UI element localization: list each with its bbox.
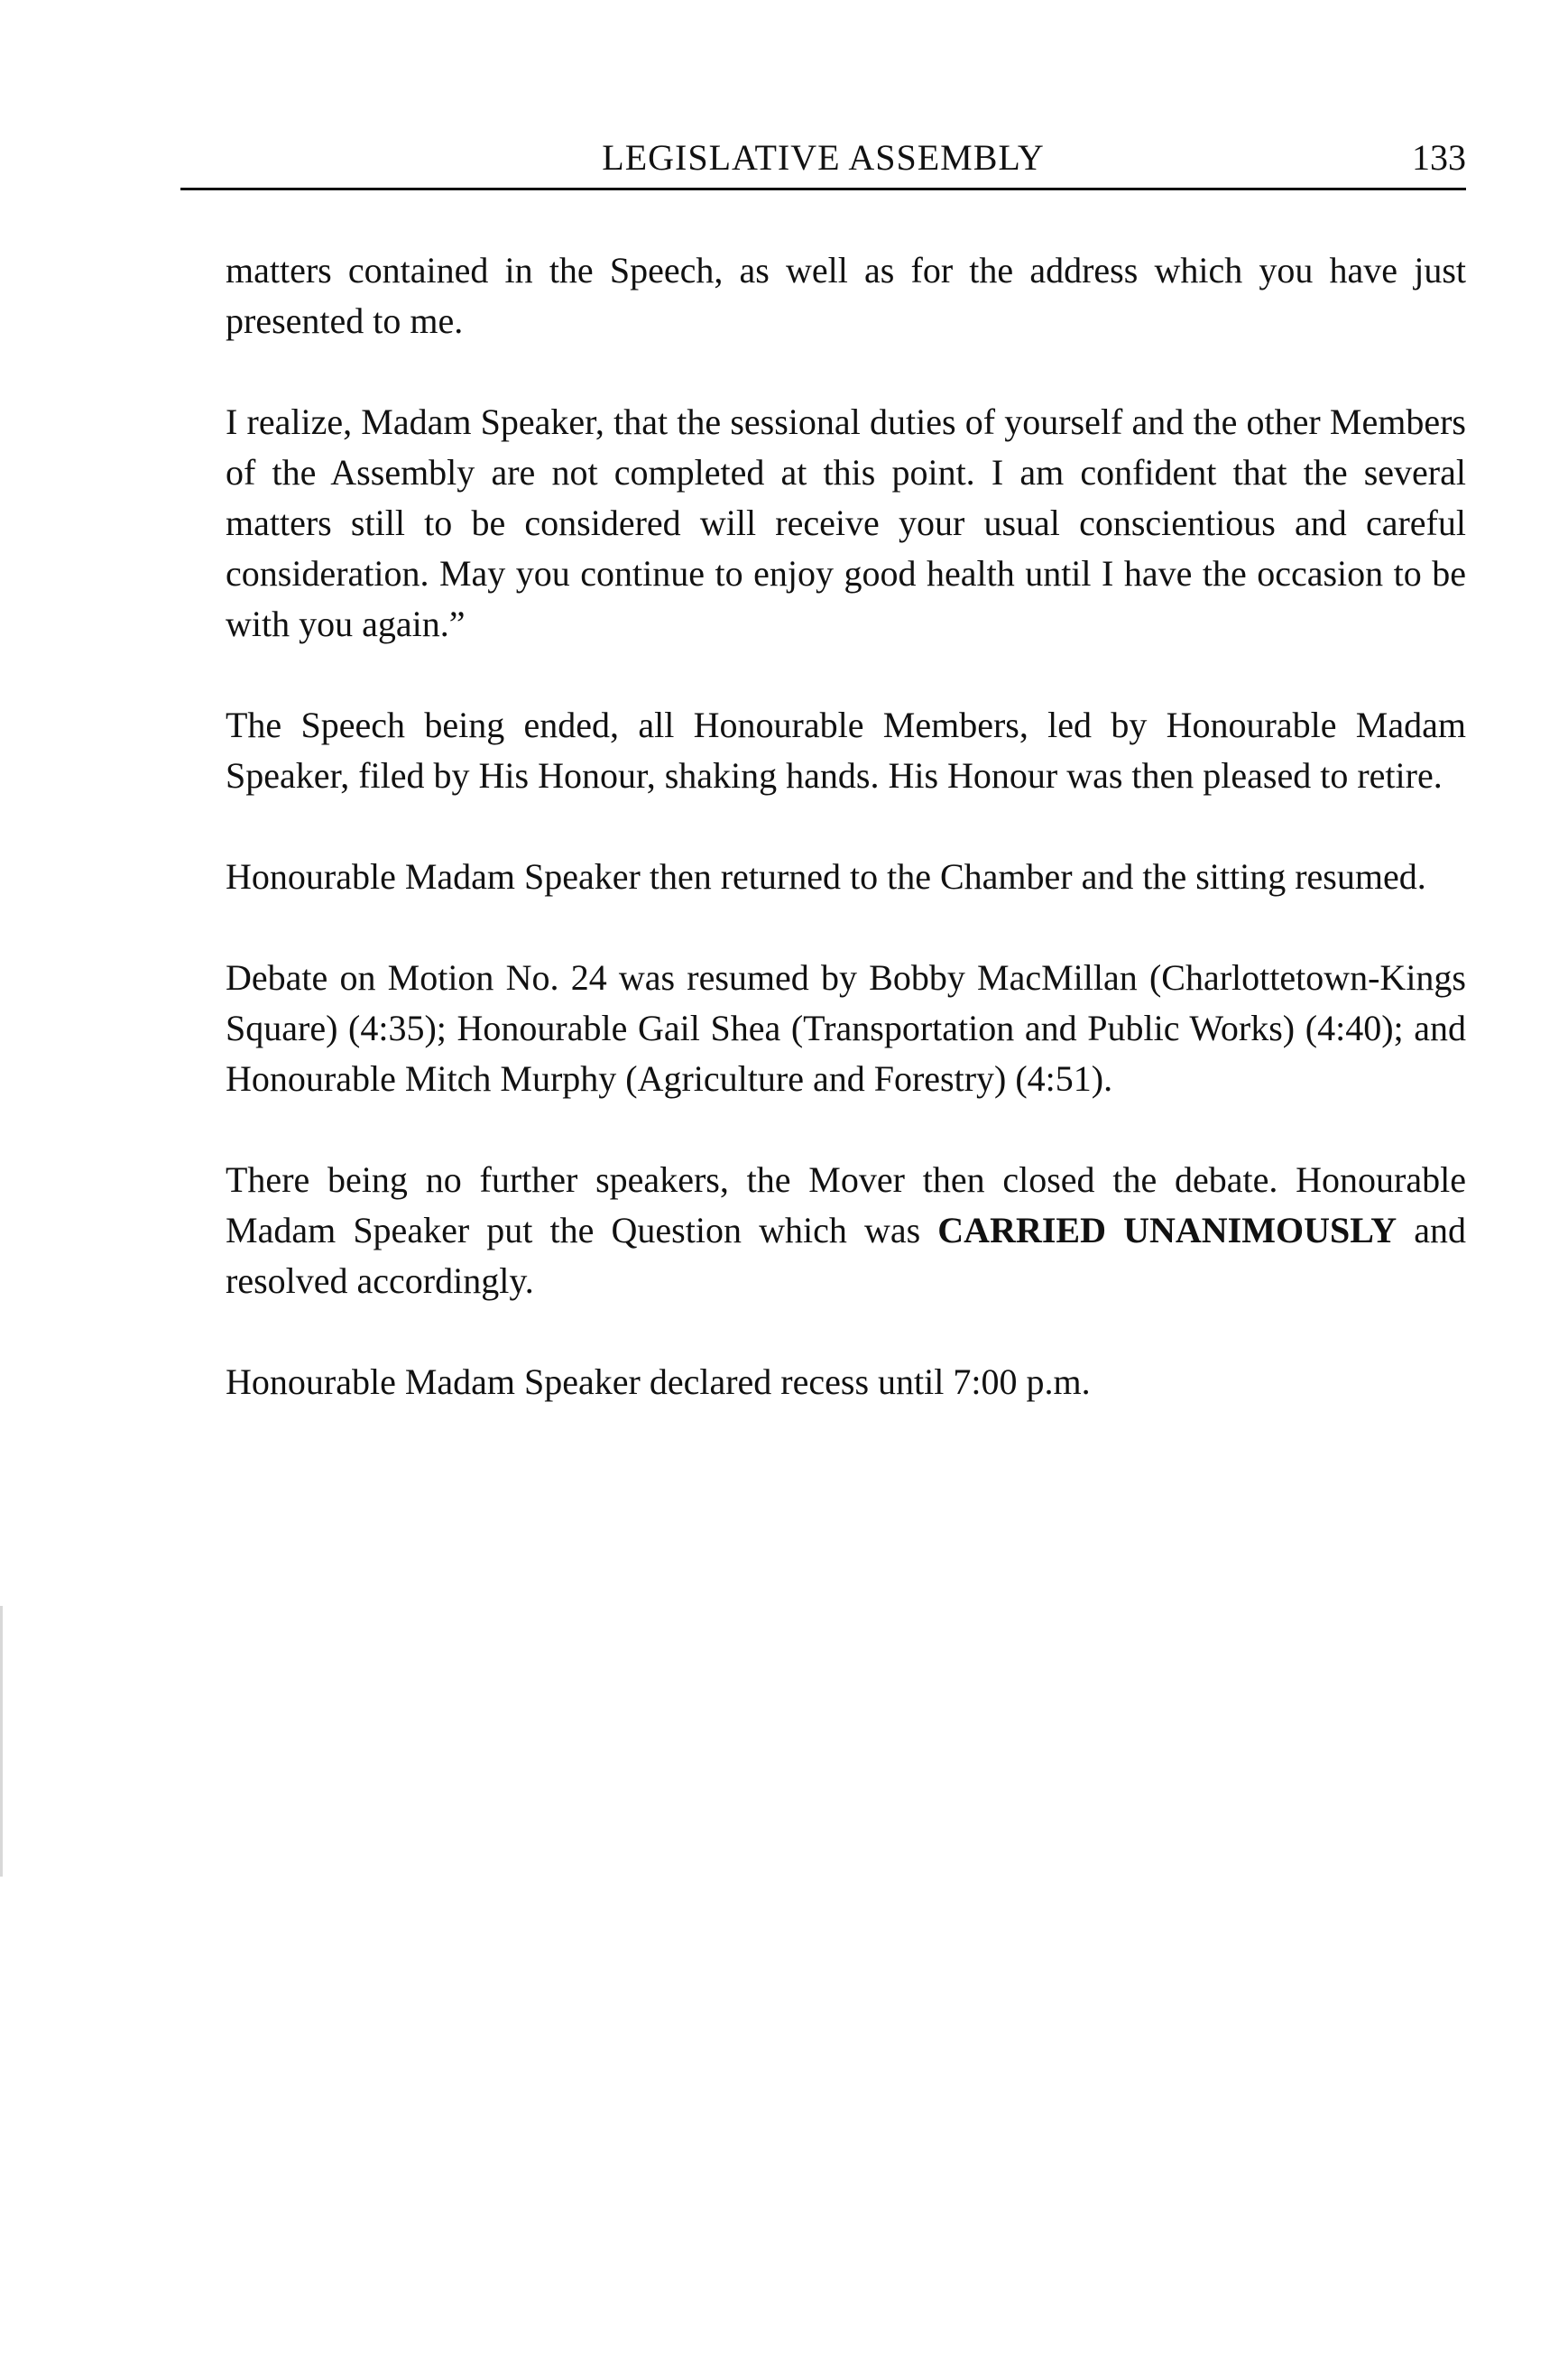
- paragraph-speech-ended: The Speech being ended, all Honourable Members, led by Honourable Madam Speaker, filed by His Honour, shaking hands. His Honour was then pleased to retire.: [226, 705, 1466, 796]
- carried-unanimously-text: CARRIED UNANIMOUSLY: [937, 1210, 1397, 1250]
- scan-edge-mark: [0, 1606, 3, 1877]
- question-text-before: There being no further speakers, the Mover then closed the debate. Honourable Madam Speaker put the Question which was: [226, 1159, 1466, 1250]
- paragraph-question-carried: [226, 1155, 1466, 1306]
- header-rule: [180, 188, 1466, 190]
- paragraph-speech-closing: matters contained in the Speech, as well as for the address which you have just presented to me.: [226, 250, 1466, 341]
- paragraph-sitting-resumed: Honourable Madam Speaker then returned to the Chamber and the sitting resumed.: [226, 856, 1426, 897]
- question-text-after: and resolved accordingly.: [226, 1210, 1467, 1301]
- body-text: [226, 245, 1466, 1458]
- paragraph-motion-debate: Debate on Motion No. 24 was resumed by Bobby MacMillan (Charlottetown-Kings Square) (4:35); Honourable Gail Shea (Transportation and Public Works) (4:40); and Honourable Mitch Murphy (Agriculture and Forestry) (4:51).: [226, 957, 1466, 1099]
- running-title: LEGISLATIVE ASSEMBLY: [602, 137, 1045, 178]
- page-header: [180, 135, 1466, 180]
- paragraph-speech-remarks: I realize, Madam Speaker, that the sessional duties of yourself and the other Members of the Assembly are not completed at this point. I am confident that the several matters still to be considered will receive your usual conscientious and careful consideration. May you continue to enjoy good health until I have the occasion to be with you again.”: [226, 401, 1466, 644]
- page-number: 133: [1412, 137, 1466, 178]
- paragraph-recess: Honourable Madam Speaker declared recess until 7:00 p.m.: [226, 1361, 1091, 1402]
